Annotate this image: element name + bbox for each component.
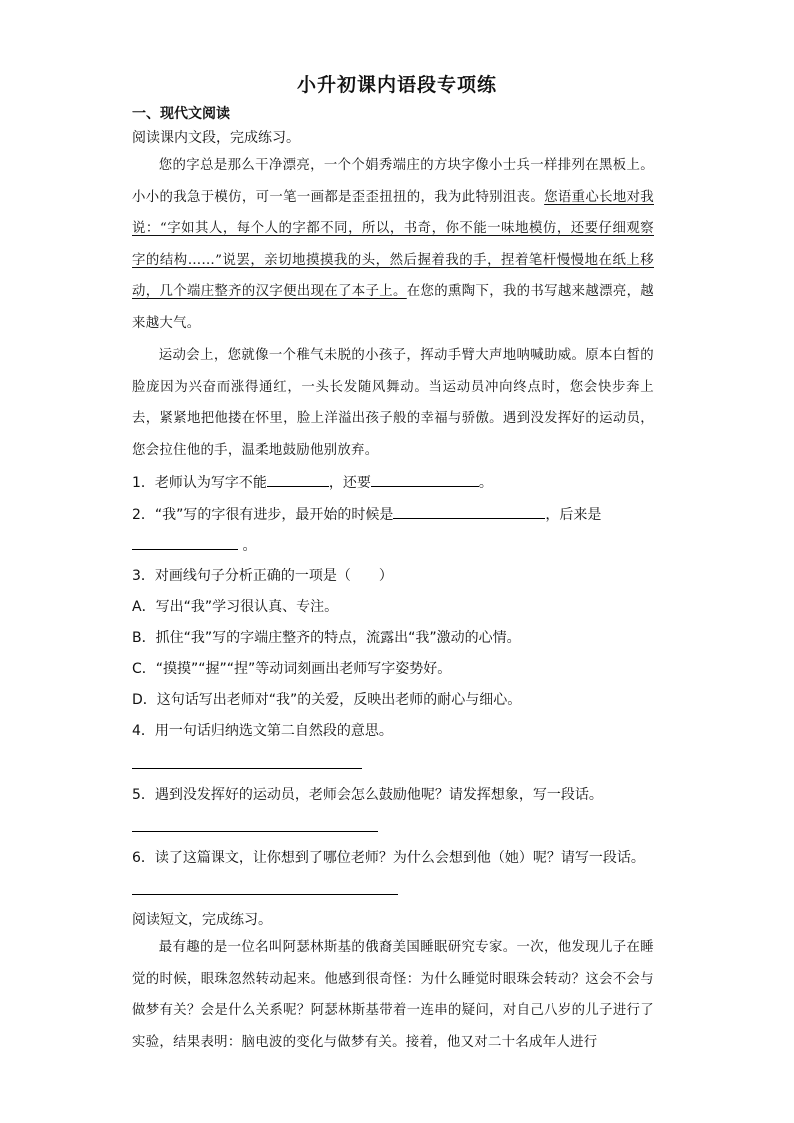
question-3: 3．对画线句子分析正确的一项是（ ）: [132, 568, 393, 584]
option-b[interactable]: B．抓住“我”写的字端庄整齐的特点，流露出“我”激动的心情。: [132, 630, 521, 646]
question-1-text-mid: ，还要: [328, 475, 371, 491]
question-1-text-end: 。: [478, 475, 493, 491]
passage-1-paragraph-2: 运动会上，您就像一个稚气未脱的小孩子，挥动手臂大声地呐喊助威。原本白皙的脸庞因为兴奋而涨得通红，一头长发随风舞动。当运动员冲向终点时，您会快步奔上去，紧紧地把他搂在怀里，脸上洋溢出孩子般的幸福与骄傲。遇到没发挥好的运动员，您会拉住他的手，温柔地鼓励他别放弃。: [132, 348, 654, 458]
passage-2-paragraph-1: 最有趣的是一位名叫阿瑟林斯基的俄裔美国睡眠研究专家。一次，他发现儿子在睡觉的时候，眼珠忽然转动起来。他感到很奇怪：为什么睡觉时眼珠会转动？这会不会与做梦有关？会是什么关系呢？阿瑟林斯基带着一连串的疑问，对自己八岁的儿子进行了实验，结果表明：脑电波的变化与做梦有关。接着，他又对二十名成年人进行: [132, 940, 654, 1050]
answer-line-4[interactable]: [132, 768, 362, 769]
option-c[interactable]: C．“摸摸”“握”“捏”等动词刻画出老师写字姿势好。: [132, 661, 452, 677]
option-a[interactable]: A．写出“我”学习很认真、专注。: [132, 599, 339, 615]
question-2: [132, 504, 601, 525]
answer-line-5[interactable]: [132, 831, 378, 832]
answer-blank-1a[interactable]: [267, 472, 329, 487]
question-2-text-end: 。: [242, 538, 257, 554]
question-5: 5．遇到没发挥好的运动员，老师会怎么鼓励他呢？请发挥想象，写一段话。: [132, 787, 603, 803]
answer-blank-2a[interactable]: [393, 504, 545, 519]
underlined-sentence: 您语重心长地对我说：“字如其人，每个人的字都不同，所以，书奇，你不能一味地模仿，还要仔细观察字的结构……”说罢，亲切地摸摸我的头，然后握着我的手，捏着笔杆慢慢地在纸上移动，几个端庄整齐的汉字便出现在了本子上。: [132, 189, 654, 300]
question-2-text-mid: ，后来是: [545, 507, 602, 523]
question-6: 6．读了这篇课文，让你想到了哪位老师？为什么会想到他（她）呢？请写一段话。: [132, 850, 645, 866]
question-2-text: 2．“我”写的字很有进步，最开始的时候是: [132, 507, 394, 523]
reading-instruction-2: 阅读短文，完成练习。: [132, 912, 272, 928]
section-heading: 一、现代文阅读: [132, 106, 230, 122]
question-1: [132, 472, 493, 493]
reading-instruction-1: 阅读课内文段，完成练习。: [132, 130, 300, 146]
answer-blank-1b[interactable]: [371, 472, 479, 487]
option-d[interactable]: D．这句话写出老师对“我”的关爱，反映出老师的耐心与细心。: [132, 692, 522, 708]
question-4: 4．用一句话归纳选文第二自然段的意思。: [132, 723, 393, 739]
passage-1-paragraph-1: [132, 150, 654, 340]
question-1-text: 1．老师认为写字不能: [132, 475, 267, 491]
answer-line-6[interactable]: [132, 894, 398, 895]
question-2-continued: [132, 535, 256, 556]
answer-blank-2b[interactable]: [132, 535, 238, 550]
passage-1-text-end: 在您的熏陶下，我的书写越来越漂亮，越来越大气。: [132, 284, 654, 331]
passage-1-text-start: 您的字总是那么干净漂亮，一个个娟秀端庄的方块字像小士兵一样排列在黑板上。小小的我急于模仿，可一笔一画都是歪歪扭扭的，我为此特别沮丧。: [132, 158, 654, 205]
page-title: 小升初课内语段专项练: [296, 74, 497, 96]
